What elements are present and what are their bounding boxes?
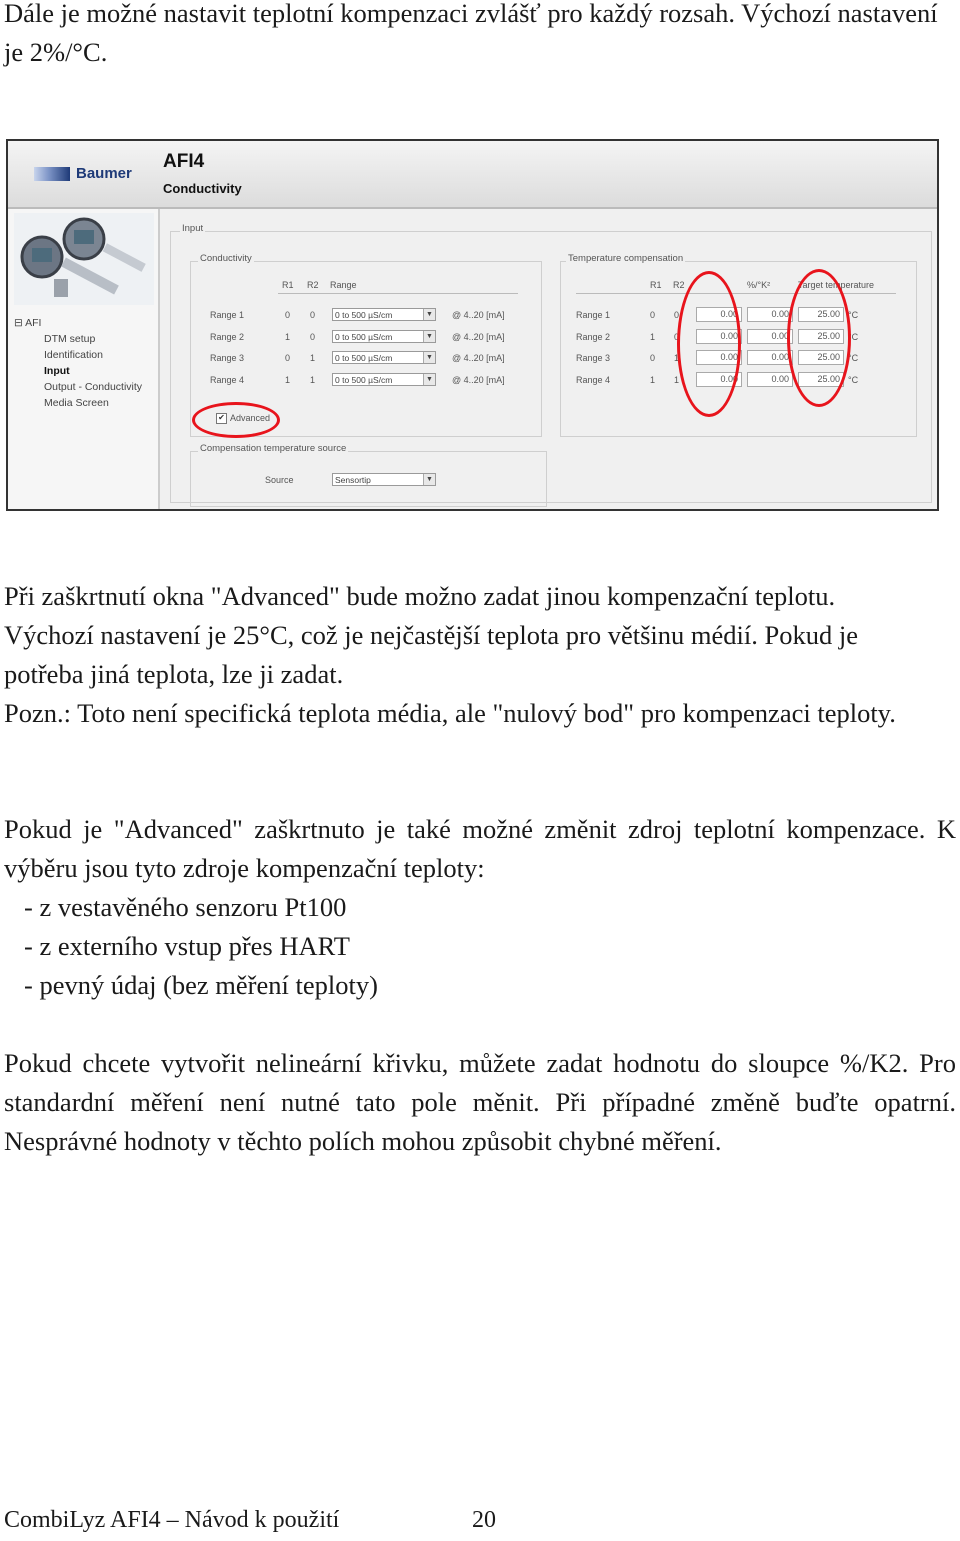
- cond-row-r1: 1: [285, 375, 291, 385]
- chevron-down-icon: ▼: [423, 352, 435, 363]
- note-text: Pozn.: Toto není specifická teplota média, ale "nulový bod" pro kompenzaci teploty.: [4, 698, 896, 728]
- tree-item-input[interactable]: Input: [44, 365, 70, 377]
- advanced-label: Advanced: [230, 413, 271, 423]
- range-select[interactable]: 0 to 500 µS/cm ▼: [332, 330, 436, 343]
- tc-unit: °C: [848, 375, 859, 385]
- tc-header-r2: R2: [673, 280, 685, 290]
- tc-unit: °C: [848, 353, 859, 363]
- tc-row-r1: 1: [650, 375, 656, 385]
- tc-row-r2: 0: [674, 310, 680, 320]
- tc-row-r1: 0: [650, 353, 656, 363]
- cond-header-range: Range: [330, 280, 357, 290]
- cond-row-r2: 1: [310, 375, 316, 385]
- tc-value1-input[interactable]: 0.00: [696, 329, 742, 344]
- cond-header-r2: R2: [307, 280, 319, 290]
- product-title: AFI4: [163, 151, 205, 172]
- source-group-label: Compensation temperature source: [200, 443, 347, 454]
- source-paragraph-text: Pokud je "Advanced" zaškrtnuto je také možné změnit zdroj teplotní kompenzace. K výběru jsou tyto zdroje kompenzační teploty:: [4, 814, 956, 883]
- cond-row-output: @ 4..20 [mA]: [452, 353, 505, 363]
- tc-header-target: Target temperature: [798, 280, 875, 290]
- target-column-highlight-circle: [787, 269, 851, 407]
- tc-value2-input[interactable]: 0.00: [747, 350, 793, 365]
- tc-target-input[interactable]: 25.00: [798, 372, 844, 387]
- cond-row-label: Range 1: [210, 310, 245, 320]
- brand-name: Baumer: [76, 165, 132, 182]
- cond-row-label: Range 2: [210, 332, 245, 342]
- tc-value2-input[interactable]: 0.00: [747, 329, 793, 344]
- tc-row-label: Range 4: [576, 375, 611, 385]
- device-image: [14, 213, 154, 305]
- cond-row-r1: 1: [285, 332, 291, 342]
- tc-header-r1: R1: [650, 280, 662, 290]
- software-screenshot: [6, 139, 939, 511]
- app-header: [8, 141, 937, 209]
- product-subtitle: Conductivity: [163, 181, 242, 196]
- paragraph-advanced: [4, 577, 956, 733]
- advanced-line-3: potřeba jiná teplota, lze ji zadat.: [4, 659, 344, 689]
- tc-value1-input[interactable]: 0.00: [696, 350, 742, 365]
- cond-row-output: @ 4..20 [mA]: [452, 332, 505, 342]
- tree-item-media-screen[interactable]: Media Screen: [44, 397, 109, 409]
- intro-paragraph: [4, 0, 956, 72]
- tc-value1-input[interactable]: 0.00: [696, 307, 742, 322]
- list-item: - z externího vstup přes HART: [24, 931, 350, 961]
- conductivity-group-label: Conductivity: [200, 253, 252, 264]
- tc-row-r1: 0: [650, 310, 656, 320]
- chevron-down-icon: ▼: [423, 309, 435, 320]
- intro-text: Dále je možné nastavit teplotní kompenzaci zvlášť pro každý rozsah. Výchozí nastavení je 2%/°C.: [4, 0, 938, 67]
- cond-row-r2: 0: [310, 310, 316, 320]
- tc-row-r2: 1: [674, 353, 680, 363]
- source-label: Source: [265, 475, 294, 485]
- tree-root[interactable]: ⊟ AFI: [14, 317, 42, 329]
- chevron-down-icon: ▼: [423, 374, 435, 385]
- chevron-down-icon: ▼: [423, 331, 435, 342]
- input-group-label: Input: [182, 223, 204, 234]
- tc-row-r2: 1: [674, 375, 680, 385]
- range-select[interactable]: 0 to 500 µS/cm ▼: [332, 373, 436, 386]
- tc-value2-input[interactable]: 0.00: [747, 372, 793, 387]
- tc-header-divider: [576, 293, 896, 294]
- nonlinear-paragraph-text: Pokud chcete vytvořit nelineární křivku, můžete zadat hodnotu do sloupce %/K2. Pro standardní měření není nutné tato pole měnit. Při případné změně buďte opatrní. Nesprávné hodnoty v těchto polích mohou způsobit chybné měření.: [4, 1048, 956, 1156]
- advanced-highlight-circle: [192, 402, 280, 438]
- tc-unit: °C: [848, 310, 859, 320]
- tc-row-r1: 1: [650, 332, 656, 342]
- cond-row-r2: 0: [310, 332, 316, 342]
- navigation-tree: [14, 315, 142, 411]
- page-number: 20: [472, 1507, 496, 1533]
- cond-row-r2: 1: [310, 353, 316, 363]
- tree-item-dtm-setup[interactable]: DTM setup: [44, 333, 96, 345]
- cond-row-label: Range 4: [210, 375, 245, 385]
- tc-target-input[interactable]: 25.00: [798, 307, 844, 322]
- brand-logo: [34, 165, 132, 182]
- tc-target-input[interactable]: 25.00: [798, 329, 844, 344]
- navigation-panel: [8, 209, 160, 509]
- advanced-line-2: Výchozí nastavení je 25°C, což je nejčastější teplota pro většinu médií. Pokud je: [4, 620, 858, 650]
- tc-row-label: Range 1: [576, 310, 611, 320]
- tc-target-input[interactable]: 25.00: [798, 350, 844, 365]
- list-item: - pevný údaj (bez měření teploty): [24, 970, 378, 1000]
- tree-item-output-conductivity[interactable]: Output - Conductivity: [44, 381, 143, 393]
- input-panel: [160, 209, 937, 509]
- source-select[interactable]: Sensortip ▼: [332, 473, 436, 486]
- tempcomp-group-label: Temperature compensation: [568, 253, 684, 264]
- tc-unit: °C: [848, 332, 859, 342]
- list-item: - z vestavěného senzoru Pt100: [24, 892, 347, 922]
- tc-row-label: Range 2: [576, 332, 611, 342]
- advanced-checkbox[interactable]: ✔: [216, 413, 227, 424]
- tc-value1-input[interactable]: 0.00: [696, 372, 742, 387]
- paragraph-nonlinear: [4, 1044, 956, 1161]
- chevron-down-icon: ▼: [423, 474, 435, 485]
- paragraph-source: [4, 810, 956, 1005]
- cond-row-r1: 0: [285, 353, 291, 363]
- percent-column-highlight-circle: [677, 271, 741, 417]
- tc-value2-input[interactable]: 0.00: [747, 307, 793, 322]
- tree-item-identification[interactable]: Identification: [44, 349, 103, 361]
- tc-header-percent: %/°K²: [747, 280, 771, 290]
- logo-bars-icon: [34, 167, 70, 181]
- advanced-line-1: Při zaškrtnutí okna "Advanced" bude možno zadat jinou kompenzační teplotu.: [4, 581, 836, 611]
- range-select[interactable]: 0 to 500 µS/cm ▼: [332, 351, 436, 364]
- page-footer: [4, 1507, 496, 1534]
- cond-row-output: @ 4..20 [mA]: [452, 375, 505, 385]
- cond-row-r1: 0: [285, 310, 291, 320]
- cond-header-divider: [278, 293, 518, 294]
- tc-row-label: Range 3: [576, 353, 611, 363]
- cond-row-label: Range 3: [210, 353, 245, 363]
- cond-row-output: @ 4..20 [mA]: [452, 310, 505, 320]
- cond-header-r1: R1: [282, 280, 294, 290]
- footer-title: CombiLyz AFI4 – Návod k použití: [4, 1507, 340, 1533]
- range-select[interactable]: 0 to 500 µS/cm ▼: [332, 308, 436, 321]
- tc-row-r2: 0: [674, 332, 680, 342]
